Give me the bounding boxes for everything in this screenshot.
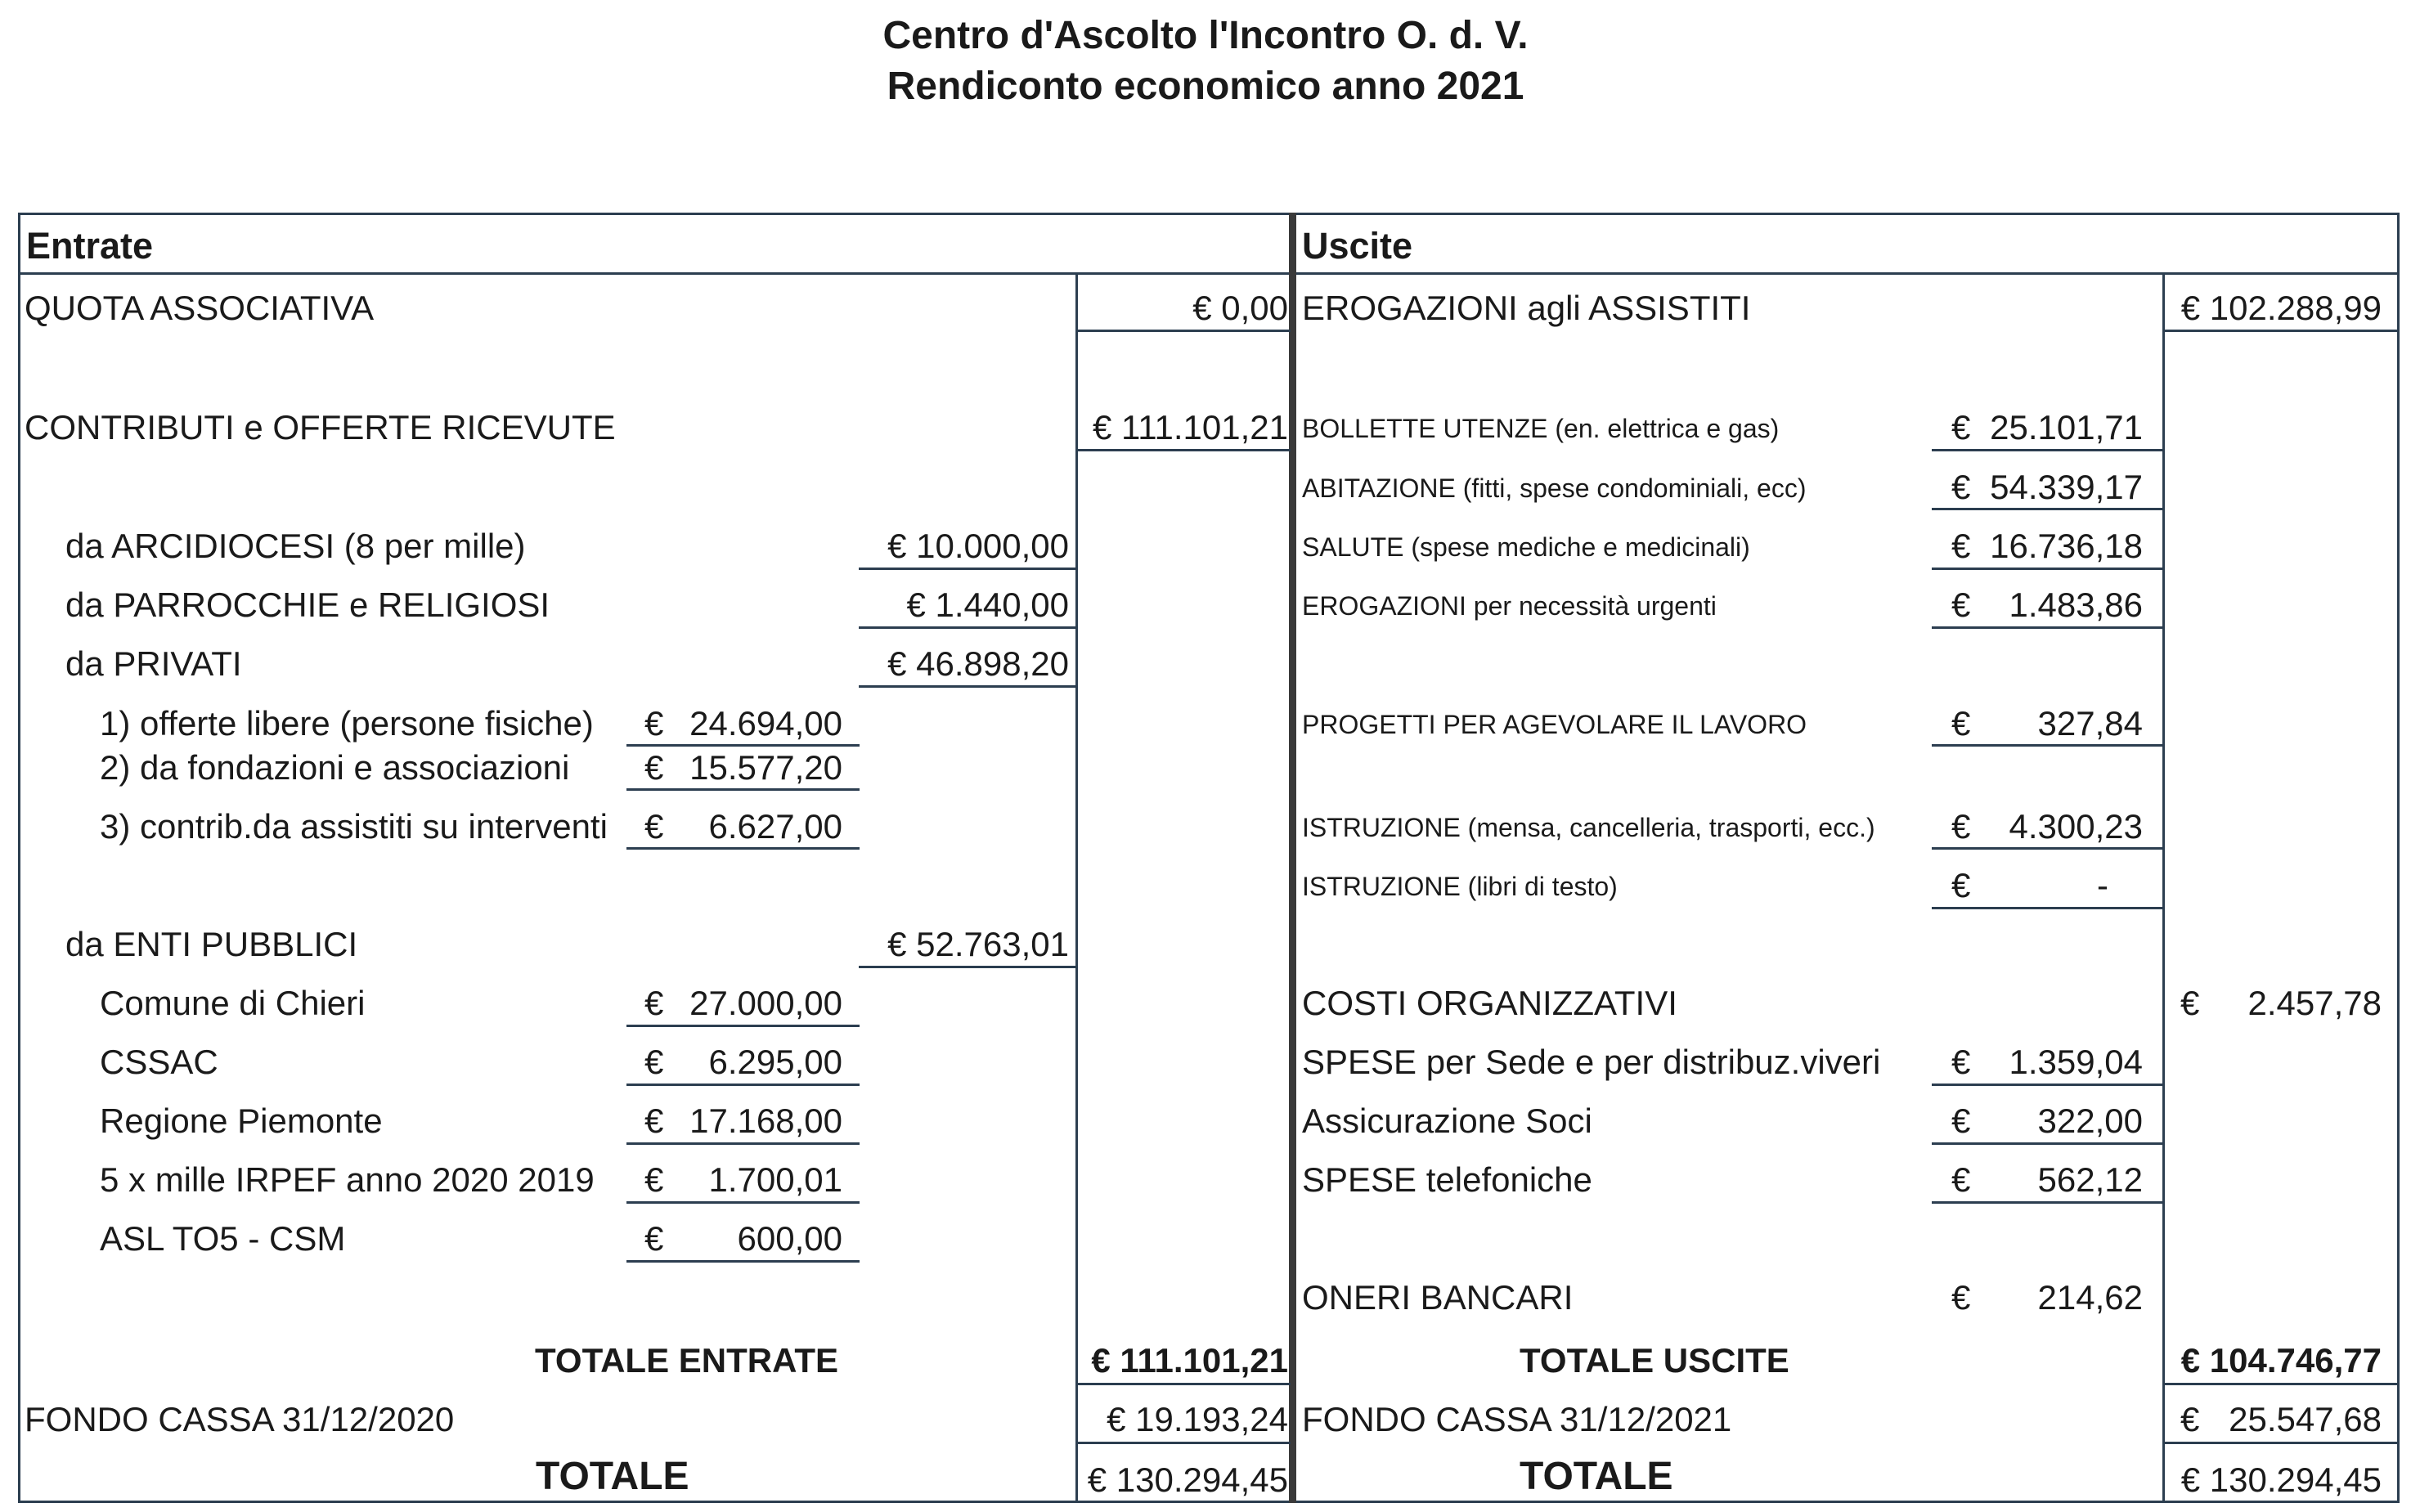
costi-item-value: 562,12 <box>2037 1160 2143 1199</box>
euro-sign: € <box>644 1160 664 1199</box>
costi-item-label: SPESE per Sede e per distribuz.viveri <box>1302 1043 1881 1081</box>
costi-item-label: SPESE telefoniche <box>1302 1160 1592 1199</box>
enti-item-value: 6.295,00 <box>708 1043 842 1081</box>
totale-uscite-grand-value: € 130.294,45 <box>2180 1460 2382 1499</box>
euro-sign: € <box>1951 1101 1971 1140</box>
enti-item-value: 27.000,00 <box>689 984 842 1022</box>
privati-label: da PRIVATI <box>65 644 242 683</box>
document-subtitle: Rendiconto economico anno 2021 <box>887 65 1524 108</box>
quota-associativa-label: QUOTA ASSOCIATIVA <box>25 289 375 327</box>
parrocchie-label: da PARROCCHIE e RELIGIOSI <box>65 586 550 624</box>
uscite-item-label: EROGAZIONI per necessità urgenti <box>1302 591 1717 621</box>
enti-label: da ENTI PUBBLICI <box>65 925 358 963</box>
uscite-item-value: 25.101,71 <box>1990 408 2143 446</box>
arcidiocesi-label: da ARCIDIOCESI (8 per mille) <box>65 527 526 565</box>
uscite-item-label: PROGETTI PER AGEVOLARE IL LAVORO <box>1302 710 1807 739</box>
contributi-value: € 111.101,21 <box>1093 408 1288 446</box>
uscite-item-value: - <box>2097 866 2108 904</box>
uscite-item-value: 54.339,17 <box>1990 468 2143 506</box>
euro-sign: € <box>644 1219 664 1258</box>
enti-value: € 52.763,01 <box>887 925 1069 963</box>
privati-item-value: 6.627,00 <box>708 807 842 846</box>
euro-sign: € <box>1951 408 1971 446</box>
totale-entrate-grand-label: TOTALE <box>536 1455 689 1498</box>
totale-uscite-value: € 104.746,77 <box>2180 1341 2382 1380</box>
document-title: Centro d'Ascolto l'Incontro O. d. V. <box>882 14 1529 57</box>
fondo-cassa-2021-value: 25.547,68 <box>2229 1400 2382 1438</box>
costi-item-value: 1.359,04 <box>2009 1043 2143 1081</box>
euro-sign: € <box>2180 984 2200 1022</box>
enti-item-label: Regione Piemonte <box>100 1101 383 1140</box>
privati-item-label: 1) offerte libere (persone fisiche) <box>100 704 594 743</box>
euro-sign: € <box>644 1101 664 1140</box>
privati-value: € 46.898,20 <box>887 644 1069 683</box>
costi-organizzativi-value: 2.457,78 <box>2247 984 2382 1022</box>
enti-item-value: 1.700,01 <box>708 1160 842 1199</box>
totale-entrate-value: € 111.101,21 <box>1091 1341 1288 1380</box>
euro-sign: € <box>1951 866 1971 904</box>
privati-item-value: 24.694,00 <box>689 704 842 743</box>
arcidiocesi-value: € 10.000,00 <box>887 527 1069 565</box>
uscite-item-value: 4.300,23 <box>2009 807 2143 846</box>
uscite-item-value: 16.736,18 <box>1990 527 2143 565</box>
uscite-heading: Uscite <box>1302 225 1413 267</box>
costi-organizzativi-label: COSTI ORGANIZZATIVI <box>1302 984 1677 1022</box>
euro-sign: € <box>644 704 664 743</box>
contributi-label: CONTRIBUTI e OFFERTE RICEVUTE <box>25 408 616 446</box>
euro-sign: € <box>1951 1160 1971 1199</box>
privati-item-value: 15.577,20 <box>689 748 842 787</box>
euro-sign: € <box>1951 468 1971 506</box>
uscite-item-value: 1.483,86 <box>2009 586 2143 624</box>
euro-sign: € <box>1951 807 1971 846</box>
enti-item-label: 5 x mille IRPEF anno 2020 2019 <box>100 1160 595 1199</box>
uscite-item-label: SALUTE (spese mediche e medicinali) <box>1302 532 1750 562</box>
costi-item-label: Assicurazione Soci <box>1302 1101 1592 1140</box>
oneri-bancari-label: ONERI BANCARI <box>1302 1278 1574 1317</box>
euro-sign: € <box>2180 1400 2200 1438</box>
uscite-item-label: BOLLETTE UTENZE (en. elettrica e gas) <box>1302 414 1780 443</box>
parrocchie-value: € 1.440,00 <box>906 586 1069 624</box>
euro-sign: € <box>644 807 664 846</box>
enti-item-label: Comune di Chieri <box>100 984 366 1022</box>
privati-item-label: 3) contrib.da assistiti su interventi <box>100 807 608 846</box>
fondo-cassa-2021-label: FONDO CASSA 31/12/2021 <box>1302 1400 1732 1438</box>
uscite-item-value: 327,84 <box>2037 704 2143 743</box>
euro-sign: € <box>644 1043 664 1081</box>
erogazioni-assistiti-label: EROGAZIONI agli ASSISTITI <box>1302 289 1751 327</box>
enti-item-value: 17.168,00 <box>689 1101 842 1140</box>
entrate-heading: Entrate <box>26 225 154 267</box>
costi-item-value: 322,00 <box>2037 1101 2143 1140</box>
enti-item-value: 600,00 <box>737 1219 842 1258</box>
erogazioni-assistiti-value: € 102.288,99 <box>2180 289 2382 327</box>
euro-sign: € <box>1951 704 1971 743</box>
totale-uscite-label: TOTALE USCITE <box>1520 1341 1789 1380</box>
totale-entrate-label: TOTALE ENTRATE <box>535 1341 838 1380</box>
quota-associativa-value: € 0,00 <box>1192 289 1288 327</box>
euro-sign: € <box>644 984 664 1022</box>
totale-uscite-grand-label: TOTALE <box>1520 1455 1673 1498</box>
fondo-cassa-2020-value: € 19.193,24 <box>1107 1400 1288 1438</box>
euro-sign: € <box>1951 586 1971 624</box>
enti-item-label: ASL TO5 - CSM <box>100 1219 346 1258</box>
uscite-item-label: ABITAZIONE (fitti, spese condominiali, ecc) <box>1302 473 1807 503</box>
totale-entrate-grand-value: € 130.294,45 <box>1087 1460 1288 1499</box>
fondo-cassa-2020-label: FONDO CASSA 31/12/2020 <box>25 1400 455 1438</box>
euro-sign: € <box>1951 1278 1971 1317</box>
euro-sign: € <box>644 748 664 787</box>
enti-item-label: CSSAC <box>100 1043 218 1081</box>
uscite-item-label: ISTRUZIONE (mensa, cancelleria, trasporti, ecc.) <box>1302 813 1875 842</box>
euro-sign: € <box>1951 1043 1971 1081</box>
uscite-item-label: ISTRUZIONE (libri di testo) <box>1302 872 1618 901</box>
oneri-bancari-value: 214,62 <box>2037 1278 2143 1317</box>
privati-item-label: 2) da fondazioni e associazioni <box>100 748 570 787</box>
euro-sign: € <box>1951 527 1971 565</box>
